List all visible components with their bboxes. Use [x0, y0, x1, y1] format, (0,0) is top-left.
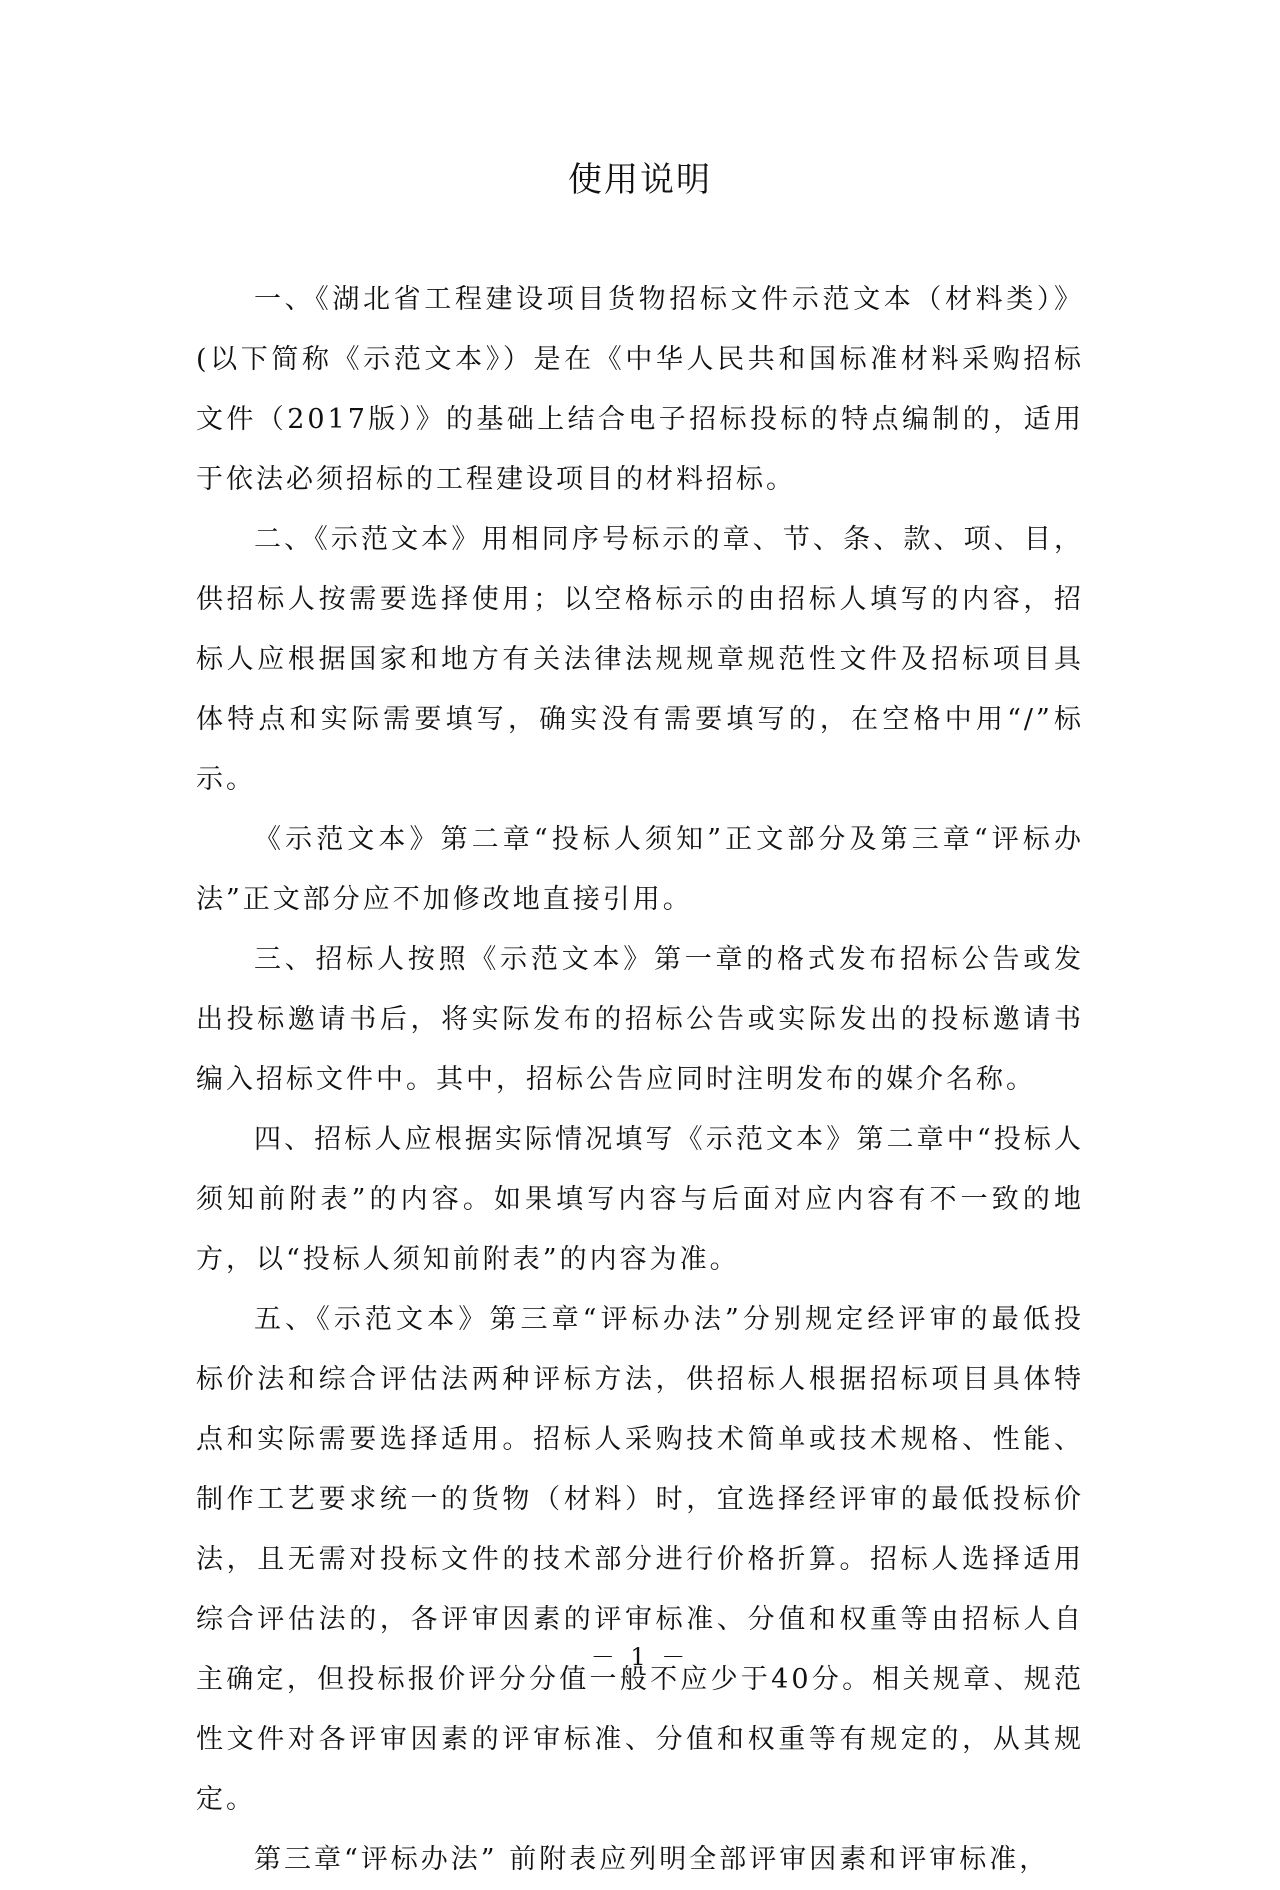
paragraph-2: 二、《示范文本》用相同序号标示的章、节、条、款、项、目，供招标人按需要选择使用；以空格标示的由招标人填写的内容，招标人应根据国家和地方有关法律法规规章规范性文件及招标项目具体特点和实际需要填写，确实没有需要填写的，在空格中用“/”标示。	[196, 524, 1084, 795]
paragraph-7: 第三章“评标办法” 前附表应列明全部评审因素和评审标准，	[254, 1844, 1050, 1875]
paragraph-6: 五、《示范文本》第三章“评标办法”分别规定经评审的最低投标价法和综合评估法两种评标方法，供招标人根据招标项目具体特点和实际需要选择适用。招标人采购技术简单或技术规格、性能、制作工艺要求统一的货物（材料）时，宜选择经评审的最低投标价法，且无需对投标文件的技术部分进行价格折算。招标人选择适用综合评估法的，各评审因素的评审标准、分值和权重等由招标人自主确定，但投标报价评分分值一般不应少于40分。相关规章、规范性文件对各评审因素的评审标准、分值和权重等有规定的，从其规定。	[196, 1304, 1084, 1815]
paragraph-3: 《示范文本》第二章“投标人须知”正文部分及第三章“评标办法”正文部分应不加修改地直接引用。	[196, 824, 1084, 915]
paragraph-5: 四、招标人应根据实际情况填写《示范文本》第二章中“投标人须知前附表”的内容。如果填写内容与后面对应内容有不一致的地方，以“投标人须知前附表”的内容为准。	[196, 1124, 1084, 1275]
page-number: － 1 －	[590, 1643, 690, 1671]
paragraph-4: 三、招标人按照《示范文本》第一章的格式发布招标公告或发出投标邀请书后，将实际发布的招标公告或实际发出的投标邀请书编入招标文件中。其中，招标公告应同时注明发布的媒介名称。	[196, 944, 1084, 1095]
paragraph-1: 一、《湖北省工程建设项目货物招标文件示范文本（材料类）》(以下简称《示范文本》）是在《中华人民共和国标准材料采购招标文件（2017版）》的基础上结合电子招标投标的特点编制的，适用于依法必须招标的工程建设项目的材料招标。	[196, 284, 1084, 495]
page-title: 使用说明	[568, 160, 712, 200]
